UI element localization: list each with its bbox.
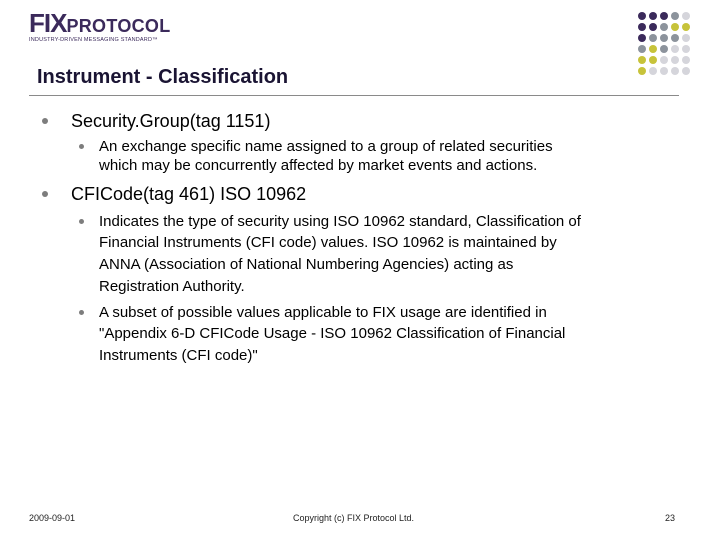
cficode-appendix-line: "Appendix 6-D CFICode Usage - ISO 10962 Classification of Financial — [99, 325, 566, 342]
dot — [638, 34, 646, 42]
dot — [649, 67, 657, 75]
cficode-description-line: Financial Instruments (CFI code) values. ISO 10962 is maintained by — [99, 234, 557, 251]
dot — [660, 23, 668, 31]
dot — [682, 67, 690, 75]
cficode-description-line: Registration Authority. — [99, 278, 245, 295]
dot — [660, 45, 668, 53]
fix-protocol-logo — [29, 8, 171, 44]
bullet-cficode: CFICode(tag 461) ISO 10962 — [71, 184, 307, 204]
dot — [682, 45, 690, 53]
dot — [638, 12, 646, 20]
dot — [660, 56, 668, 64]
logo-protocol-text: PROTOCOL — [66, 16, 171, 36]
logo-tagline: INDUSTRY-DRIVEN MESSAGING STANDARD™ — [29, 37, 158, 43]
sub-bullet-icon — [79, 219, 84, 224]
dot — [649, 34, 657, 42]
dot — [649, 56, 657, 64]
dot — [682, 34, 690, 42]
title-divider — [29, 95, 679, 96]
dot — [682, 56, 690, 64]
dot — [649, 12, 657, 20]
dot — [638, 45, 646, 53]
cficode-appendix-line: A subset of possible values applicable to FIX usage are identified in — [99, 304, 547, 321]
dot — [671, 34, 679, 42]
bullet-icon — [42, 118, 48, 124]
logo-fix-text: FIX — [29, 8, 67, 38]
dot — [682, 23, 690, 31]
dot — [660, 34, 668, 42]
dot — [638, 23, 646, 31]
footer-copyright: Copyright (c) FIX Protocol Ltd. — [293, 513, 415, 523]
dot — [660, 12, 668, 20]
dot — [671, 45, 679, 53]
slide-title: Instrument - Classification — [37, 66, 289, 88]
dot — [682, 12, 690, 20]
bullet-icon — [42, 191, 48, 197]
dot — [671, 23, 679, 31]
sub-bullet-icon — [79, 144, 84, 149]
cficode-description-line: Indicates the type of security using ISO 10962 standard, Classification of — [99, 213, 581, 230]
dot — [638, 67, 646, 75]
cficode-description-line: ANNA (Association of National Numbering Agencies) acting as — [99, 256, 514, 273]
dot — [649, 45, 657, 53]
bullet-security-group: Security.Group(tag 1151) — [71, 111, 271, 131]
dot — [671, 56, 679, 64]
sub-bullet-icon — [79, 310, 84, 315]
dot — [649, 23, 657, 31]
footer-page-number: 23 — [665, 513, 676, 523]
footer-date: 2009-09-01 — [29, 513, 76, 523]
dot — [638, 56, 646, 64]
logo-wordmark — [29, 10, 171, 39]
security-group-description-line: An exchange specific name assigned to a group of related securities — [99, 138, 553, 155]
dot — [660, 67, 668, 75]
security-group-description-line: which may be concurrently affected by market events and actions. — [99, 157, 538, 174]
dot — [671, 12, 679, 20]
cficode-appendix-line: Instruments (CFI code)" — [99, 347, 258, 364]
dot — [671, 67, 679, 75]
